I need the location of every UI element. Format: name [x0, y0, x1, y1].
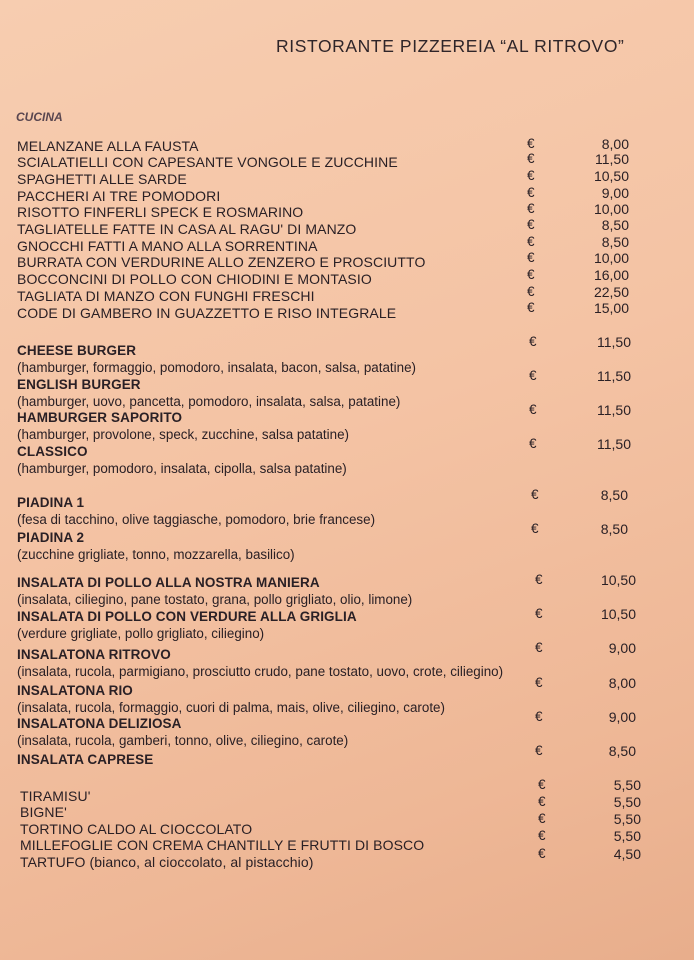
menu-item-name: CODE DI GAMBERO IN GUAZZETTO E RISO INTEGRALE	[17, 305, 397, 321]
burger-description: (hamburger, provolone, speck, zucchine, salsa patatine)	[17, 427, 349, 442]
item-price: 8,50	[608, 743, 636, 759]
dessert-name: MILLEFOGLIE CON CREMA CHANTILLY E FRUTTI DI BOSCO	[20, 837, 425, 853]
burger-name: CHEESE BURGER	[17, 343, 137, 358]
salad-description: (insalata, ciliegino, pane tostato, grana, pollo grigliato, olio, limone)	[17, 592, 413, 607]
item-price: 5,50	[613, 794, 641, 810]
euro-symbol: €	[538, 794, 546, 809]
piadina-name: PIADINA 1	[17, 495, 85, 510]
item-price: 10,50	[600, 572, 636, 588]
item-price: 11,50	[597, 368, 631, 384]
menu-item-name: SCIALATIELLI CON CAPESANTE VONGOLE E ZUCCHINE	[17, 154, 398, 170]
item-price: 8,50	[601, 234, 629, 250]
item-price: 10,50	[600, 606, 636, 622]
euro-symbol: €	[527, 201, 535, 216]
item-price: 5,50	[613, 777, 641, 793]
euro-symbol: €	[538, 828, 546, 843]
euro-symbol: €	[529, 368, 537, 383]
euro-symbol: €	[527, 267, 535, 282]
euro-symbol: €	[527, 217, 535, 232]
euro-symbol: €	[527, 300, 535, 315]
item-price: 5,50	[613, 828, 641, 844]
burger-name: HAMBURGER SAPORITO	[17, 410, 183, 425]
item-price: 5,50	[613, 811, 641, 827]
item-price: 22,50	[593, 284, 629, 300]
euro-symbol: €	[529, 402, 537, 417]
menu-item-name: MELANZANE ALLA FAUSTA	[17, 138, 199, 154]
salad-description: (insalata, rucola, parmigiano, prosciutto crudo, pane tostato, uovo, crote, ciliegino)	[17, 664, 504, 679]
burger-description: (hamburger, formaggio, pomodoro, insalata, bacon, salsa, patatine)	[17, 360, 416, 375]
euro-symbol: €	[538, 811, 546, 826]
menu-item-name: RISOTTO FINFERLI SPECK E ROSMARINO	[17, 204, 304, 220]
salad-name: INSALATONA RIO	[17, 683, 133, 698]
menu-item-name: TAGLIATA DI MANZO CON FUNGHI FRESCHI	[17, 288, 315, 304]
menu-item-name: PACCHERI AI TRE POMODORI	[17, 188, 221, 204]
item-price: 4,50	[613, 846, 641, 862]
item-price: 11,50	[595, 151, 629, 167]
item-price: 16,00	[593, 267, 629, 283]
piadina-description: (fesa di tacchino, olive taggiasche, pomodoro, brie francese)	[17, 512, 376, 527]
euro-symbol: €	[535, 675, 543, 690]
burger-name: CLASSICO	[17, 444, 88, 459]
item-price: 10,00	[593, 201, 629, 217]
item-price: 10,50	[593, 168, 629, 184]
item-price: 8,50	[600, 521, 628, 537]
item-price: 15,00	[593, 300, 629, 316]
section-label-cucina: CUCINA	[16, 110, 63, 124]
euro-symbol: €	[535, 743, 543, 758]
salad-description: (insalata, rucola, formaggio, cuori di palma, mais, olive, ciliegino, carote)	[17, 700, 445, 715]
euro-symbol: €	[529, 334, 537, 349]
item-price: 9,00	[601, 185, 629, 201]
menu-item-name: TAGLIATELLE FATTE IN CASA AL RAGU' DI MANZO	[17, 221, 357, 237]
euro-symbol: €	[535, 709, 543, 724]
item-price: 9,00	[608, 640, 636, 656]
item-price: 8,50	[601, 217, 629, 233]
euro-symbol: €	[527, 185, 535, 200]
burger-description: (hamburger, pomodoro, insalata, cipolla, salsa patatine)	[17, 461, 347, 476]
item-price: 11,50	[597, 402, 631, 418]
salad-name: INSALATONA DELIZIOSA	[17, 716, 182, 731]
salad-name: INSALATA CAPRESE	[17, 752, 154, 767]
euro-symbol: €	[531, 487, 539, 502]
dessert-name: BIGNE'	[20, 804, 67, 820]
burger-description: (hamburger, uovo, pancetta, pomodoro, insalata, salsa, patatine)	[17, 394, 401, 409]
euro-symbol: €	[527, 250, 535, 265]
item-price: 8,00	[601, 136, 629, 152]
dessert-name: TARTUFO (bianco, al cioccolato, al pistacchio)	[20, 854, 314, 870]
menu-item-name: GNOCCHI FATTI A MANO ALLA SORRENTINA	[17, 238, 318, 254]
dessert-name: TIRAMISU'	[20, 788, 91, 804]
euro-symbol: €	[535, 606, 543, 621]
euro-symbol: €	[527, 284, 535, 299]
menu-item-name: BURRATA CON VERDURINE ALLO ZENZERO E PROSCIUTTO	[17, 254, 426, 270]
euro-symbol: €	[527, 168, 535, 183]
euro-symbol: €	[535, 572, 543, 587]
menu-item-name: BOCCONCINI DI POLLO CON CHIODINI E MONTASIO	[17, 271, 372, 287]
burger-name: ENGLISH BURGER	[17, 377, 141, 392]
salad-name: INSALATA DI POLLO CON VERDURE ALLA GRIGLIA	[17, 609, 357, 624]
piadina-name: PIADINA 2	[17, 530, 85, 545]
item-price: 8,00	[608, 675, 636, 691]
dessert-name: TORTINO CALDO AL CIOCCOLATO	[20, 821, 253, 837]
euro-symbol: €	[527, 234, 535, 249]
salad-name: INSALATA DI POLLO ALLA NOSTRA MANIERA	[17, 575, 320, 590]
item-price: 8,50	[600, 487, 628, 503]
item-price: 9,00	[608, 709, 636, 725]
menu-item-name: SPAGHETTI ALLE SARDE	[17, 171, 187, 187]
euro-symbol: €	[538, 846, 546, 861]
euro-symbol: €	[535, 640, 543, 655]
euro-symbol: €	[531, 521, 539, 536]
item-price: 11,50	[597, 436, 631, 452]
item-price: 11,50	[597, 334, 631, 350]
salad-description: (insalata, rucola, gamberi, tonno, olive, ciliegino, carote)	[17, 733, 349, 748]
euro-symbol: €	[538, 777, 546, 792]
item-price: 10,00	[593, 250, 629, 266]
euro-symbol: €	[527, 151, 535, 166]
page-title: RISTORANTE PIZZEREIA “AL RITROVO”	[276, 36, 625, 56]
euro-symbol: €	[529, 436, 537, 451]
salad-description: (verdure grigliate, pollo grigliato, ciliegino)	[17, 626, 265, 641]
piadina-description: (zucchine grigliate, tonno, mozzarella, basilico)	[17, 547, 295, 562]
salad-name: INSALATONA RITROVO	[17, 647, 171, 662]
euro-symbol: €	[527, 136, 535, 151]
